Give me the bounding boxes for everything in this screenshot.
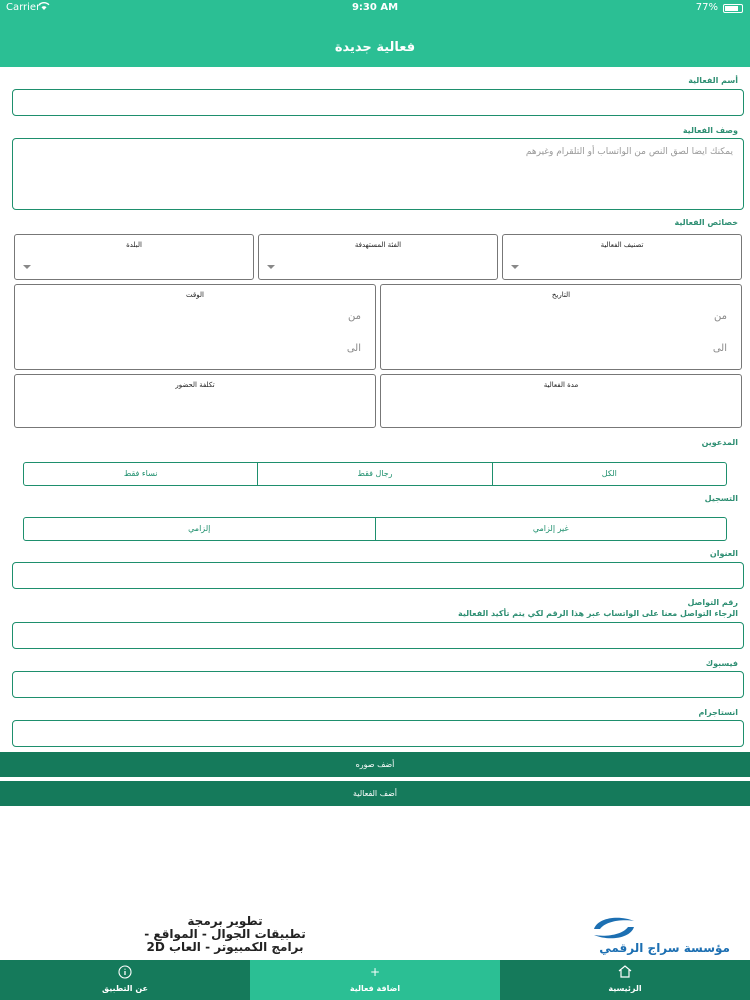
plus-icon: + xyxy=(369,965,381,979)
tab-home[interactable] xyxy=(500,960,750,1000)
promo-banner[interactable] xyxy=(60,915,750,960)
event-properties-label: خصائص الفعالية xyxy=(674,218,738,227)
promo-line-1: تطوير برمجة xyxy=(187,914,263,928)
page-title: فعالية جديدة xyxy=(334,40,416,55)
facebook-input[interactable] xyxy=(12,671,744,698)
town-label: البلدة xyxy=(126,241,142,249)
promo-line-2: تطبيقات الجوال - المواقع - xyxy=(144,927,306,941)
cost-label: تكلفة الحضور xyxy=(175,381,215,389)
event-description-textarea[interactable] xyxy=(12,138,744,210)
contact-label: رقم التواصل xyxy=(687,598,738,607)
date-label: التاريخ xyxy=(551,291,571,299)
facebook-label: فيسبوك xyxy=(705,659,738,668)
duration-input[interactable] xyxy=(380,374,742,428)
tab-home-label: الرئيسية xyxy=(608,984,642,993)
tab-add-event-label: اضافة فعالية xyxy=(349,984,401,993)
org-logo-icon xyxy=(588,915,640,941)
instagram-label: انستاجرام xyxy=(698,708,738,717)
category-label: تصنيف الفعالية xyxy=(600,241,644,249)
event-name-label: أسم الفعالية xyxy=(688,76,738,85)
instagram-input[interactable] xyxy=(12,720,744,747)
invitees-segmented-control[interactable] xyxy=(23,462,727,486)
status-bar xyxy=(0,0,750,18)
clock: 9:30 AM xyxy=(351,2,399,13)
navigation-bar xyxy=(0,0,750,67)
carrier-label: Carrier xyxy=(6,2,41,13)
battery-icon xyxy=(723,4,743,13)
tab-about-label: عن التطبيق xyxy=(102,984,148,993)
event-name-input[interactable] xyxy=(12,89,744,116)
address-input[interactable] xyxy=(12,562,744,589)
target-audience-label: الفئة المستهدفة xyxy=(354,241,402,249)
chevron-down-icon xyxy=(23,265,31,269)
chevron-down-icon xyxy=(267,265,275,269)
promo-text xyxy=(60,915,390,954)
contact-input[interactable] xyxy=(12,622,744,649)
registration-label: التسجيل xyxy=(704,494,738,503)
date-from[interactable]: من xyxy=(714,311,727,322)
time-picker[interactable] xyxy=(14,284,376,370)
add-event-button[interactable]: أضف الفعالية xyxy=(0,781,750,806)
contact-hint: الرجاء التواصل معنا على الواتساب عبر هذا الرقم لكي يتم تأكيد الفعالية xyxy=(458,609,738,618)
address-label: العنوان xyxy=(709,549,738,558)
invitees-option-all[interactable]: الكل xyxy=(601,469,617,478)
registration-option-optional[interactable]: غير إلزامي xyxy=(532,524,569,533)
invitees-label: المدعوين xyxy=(701,438,738,447)
registration-option-required[interactable]: إلزامي xyxy=(24,518,376,540)
target-audience-select[interactable] xyxy=(258,234,498,280)
invitees-option-women[interactable]: نساء فقط xyxy=(24,463,258,485)
chevron-down-icon xyxy=(511,265,519,269)
cost-input[interactable] xyxy=(14,374,376,428)
tab-about[interactable] xyxy=(0,960,250,1000)
org-name: مؤسسة سراج الرقمي xyxy=(599,941,730,955)
time-label: الوقت xyxy=(186,291,204,299)
promo-line-3: برامج الكمبيوتر - العاب 2D xyxy=(146,940,304,954)
event-description-label: وصف الفعالية xyxy=(682,126,738,135)
duration-label: مدة الفعالية xyxy=(543,381,579,389)
tab-bar xyxy=(0,960,750,1000)
info-icon xyxy=(0,965,250,982)
add-image-button[interactable]: أضف صوره xyxy=(0,752,750,777)
category-select[interactable] xyxy=(502,234,742,280)
tab-add-event[interactable] xyxy=(250,960,500,1000)
date-picker[interactable] xyxy=(380,284,742,370)
time-from[interactable]: من xyxy=(348,311,361,322)
invitees-option-men[interactable]: رجال فقط xyxy=(258,463,492,485)
town-select[interactable] xyxy=(14,234,254,280)
date-to[interactable]: الى xyxy=(712,343,727,354)
home-icon xyxy=(500,965,750,981)
time-to[interactable]: الى xyxy=(346,343,361,354)
battery-percent: 77% xyxy=(695,2,718,13)
description-placeholder: يمكنك ايضا لصق النص من الواتساب أو التلقرام وغيرهم xyxy=(525,147,733,157)
registration-segmented-control[interactable] xyxy=(23,517,727,541)
